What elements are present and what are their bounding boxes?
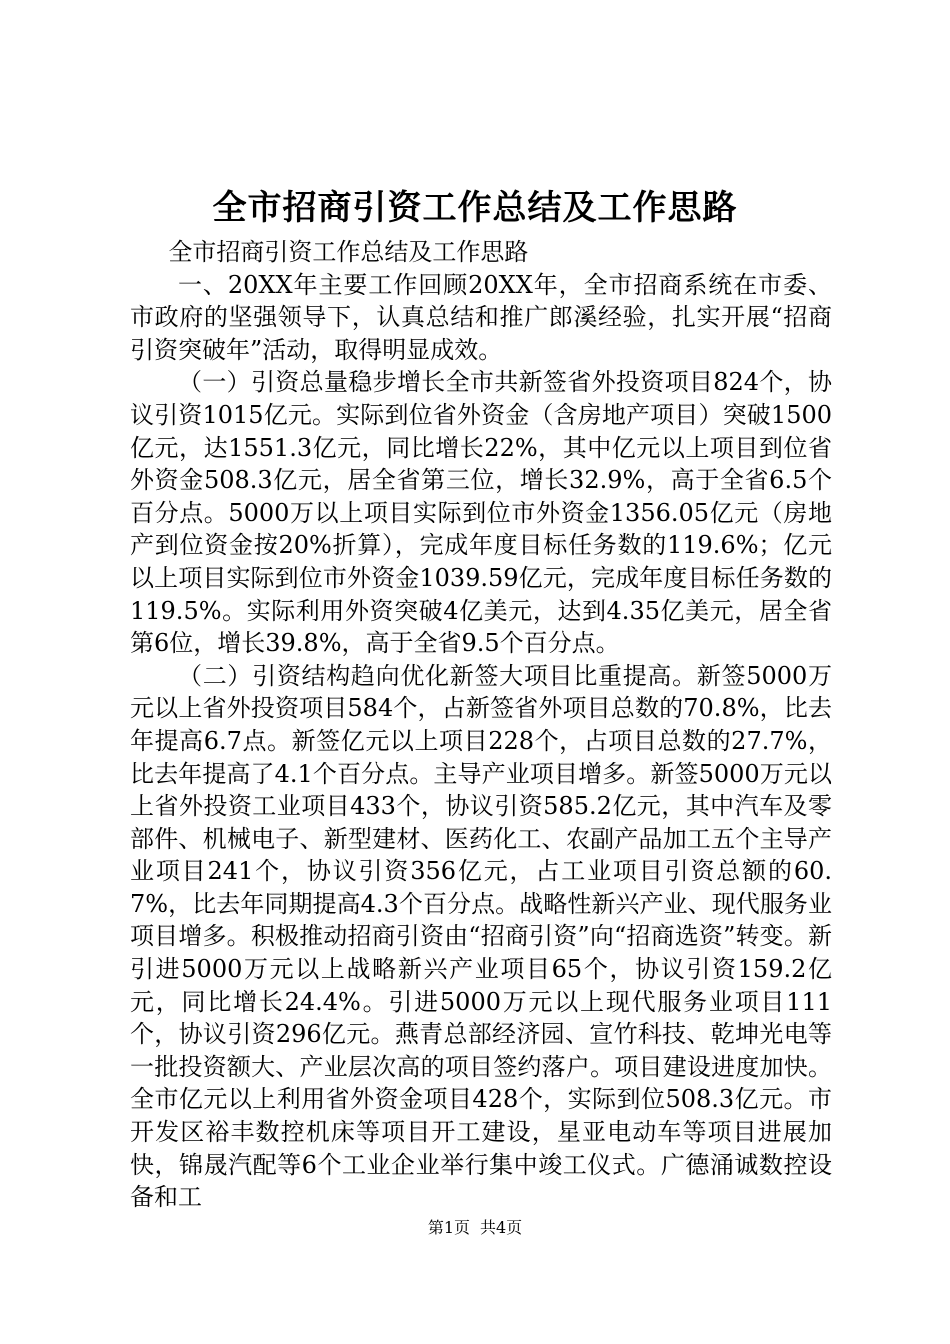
document-body [130,236,832,1214]
body-paragraph-subtitle: 全市招商引资工作总结及工作思路 [168,238,529,266]
body-paragraph-review: 一、20XX年主要工作回顾20XX年，全市招商系统在市委、市政府的坚强领导下，认真总结和推广郎溪经验，扎实开展“招商引资突破年”活动，取得明显成效。 [130,270,832,364]
body-paragraph-investment-structure: （二）引资结构趋向优化新签大项目比重提高。新签5000万元以上省外投资项目584个，占新签省外项目总数的70.8%，比去年提高6.7点。新签亿元以上项目228个，占项目总数的27.7%，比去年提高了4.1个百分点。主导产业项目增多。新签5000万元以上省外投资工业项目433个，协议引资585.2亿元，其中汽车及零部件、机械电子、新型建材、医药化工、农副产品加工五个主导产业项目241个，协议引资356亿元，占工业项目引资总额的60.7%，比去年同期提高4.3个百分点。战略性新兴产业、现代服务业项目增多。积极推动招商引资由“招商引资”向“招商选资”转变。新引进5000万元以上战略新兴产业项目65个，协议引资159.2亿元，同比增长24.4%。引进5000万元以上现代服务业项目111个，协议引资296亿元。燕青总部经济园、宣竹科技、乾坤光电等一批投资额大、产业层次高的项目签约落户。项目建设进度加快。全市亿元以上利用省外资金项目428个，实际到位508.3亿元。市开发区裕丰数控机床等项目开工建设，星亚电动车等项目进展加快，锦晟汽配等6个工业企业举行集中竣工仪式。广德涌诚数控设备和工 [130,661,832,1212]
page-total: 共4页 [480,1218,523,1237]
document-title: 全市招商引资工作总结及工作思路 [212,188,738,228]
body-paragraph-investment-growth: （一）引资总量稳步增长全市共新签省外投资项目824个，协议引资1015亿元。实际到位省外资金（含房地产项目）突破1500亿元，达1551.3亿元，同比增长22%，其中亿元以上项目到位省外资金508.3亿元，居全省第三位，增长32.9%，高于全省6.5个百分点。5000万以上项目实际到位市外资金1356.05亿元（房地产到位资金按20%折算），完成年度目标任务数的119.6%；亿元以上项目实际到位市外资金1039.59亿元，完成年度目标任务数的119.5%。实际利用外资突破4亿美元，达到4.35亿美元，居全省第6位，增长39.8%，高于全省9.5个百分点。 [130,368,832,658]
page-number: 第1页 [427,1218,470,1237]
page-footer [0,1217,950,1239]
